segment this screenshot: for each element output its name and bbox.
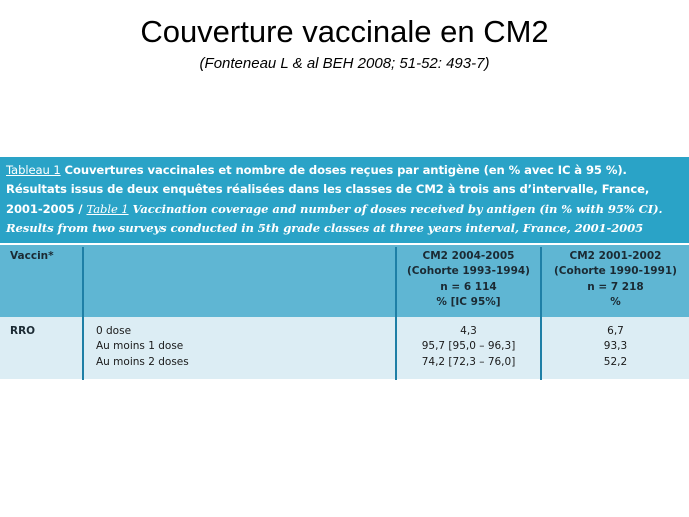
- column-rule-1: [82, 247, 84, 380]
- header-cm2-2001-line: (Cohorte 1990-1991): [554, 265, 677, 278]
- header-cm2-2001: [542, 249, 689, 311]
- header-cm2-2004-line: CM2 2004-2005: [422, 250, 515, 262]
- caption-line-2: Résultats issus de deux enquêtes réalisées dans les classes de CM2 à trois ans d’intervalle, France,: [6, 182, 650, 197]
- value-cell: 95,7 [95,0 – 96,3]: [421, 340, 516, 353]
- slide-subtitle: (Fonteneau L & al BEH 2008; 51-52: 493-7): [199, 55, 490, 72]
- table-label-en: Table 1: [86, 201, 129, 216]
- header-cm2-2001-line: CM2 2001-2002: [569, 250, 662, 262]
- caption-fr-line-3: 2001-2005 /: [6, 201, 87, 216]
- header-cm2-2004-line: (Cohorte 1993-1994): [407, 265, 530, 278]
- values-cm2-2001: [542, 324, 689, 370]
- caption-line-4: Results from two surveys conducted in 5th grade classes at three years interval, France, 2001-2005: [6, 220, 644, 235]
- header-cm2-2004: [397, 249, 540, 311]
- caption-fr-line-1: Couvertures vaccinales et nombre de doses reçues par antigène (en % avec IC à 95 %).: [60, 163, 627, 177]
- dose-label: Au moins 2 doses: [96, 355, 189, 368]
- caption-line-3: [6, 200, 685, 219]
- value-cell: 93,3: [603, 340, 628, 353]
- table-caption: [0, 157, 689, 243]
- caption-en-line-3: Vaccination coverage and number of doses received by antigen (in % with 95% CI).: [128, 201, 663, 216]
- dose-labels: [96, 324, 189, 370]
- dose-label: Au moins 1 dose: [96, 340, 184, 353]
- value-cell: 52,2: [603, 355, 628, 368]
- table-label: Tableau 1: [6, 163, 61, 177]
- value-cell: 6,7: [607, 325, 624, 337]
- caption-line-1: [6, 161, 685, 180]
- header-cm2-2004-line: % [IC 95%]: [436, 296, 501, 309]
- dose-label: 0 dose: [96, 325, 132, 337]
- value-cell: 74,2 [72,3 – 76,0]: [421, 355, 516, 368]
- header-cm2-2004-line: n = 6 114: [440, 280, 497, 293]
- slide-title: Couverture vaccinale en CM2: [140, 14, 549, 49]
- values-cm2-2004: [397, 324, 540, 370]
- vaccine-name: RRO: [10, 325, 36, 337]
- value-cell: 4,3: [460, 325, 477, 337]
- header-cm2-2001-line: %: [610, 296, 621, 309]
- header-vaccin: Vaccin*: [10, 250, 54, 262]
- header-cm2-2001-line: n = 7 218: [587, 280, 644, 293]
